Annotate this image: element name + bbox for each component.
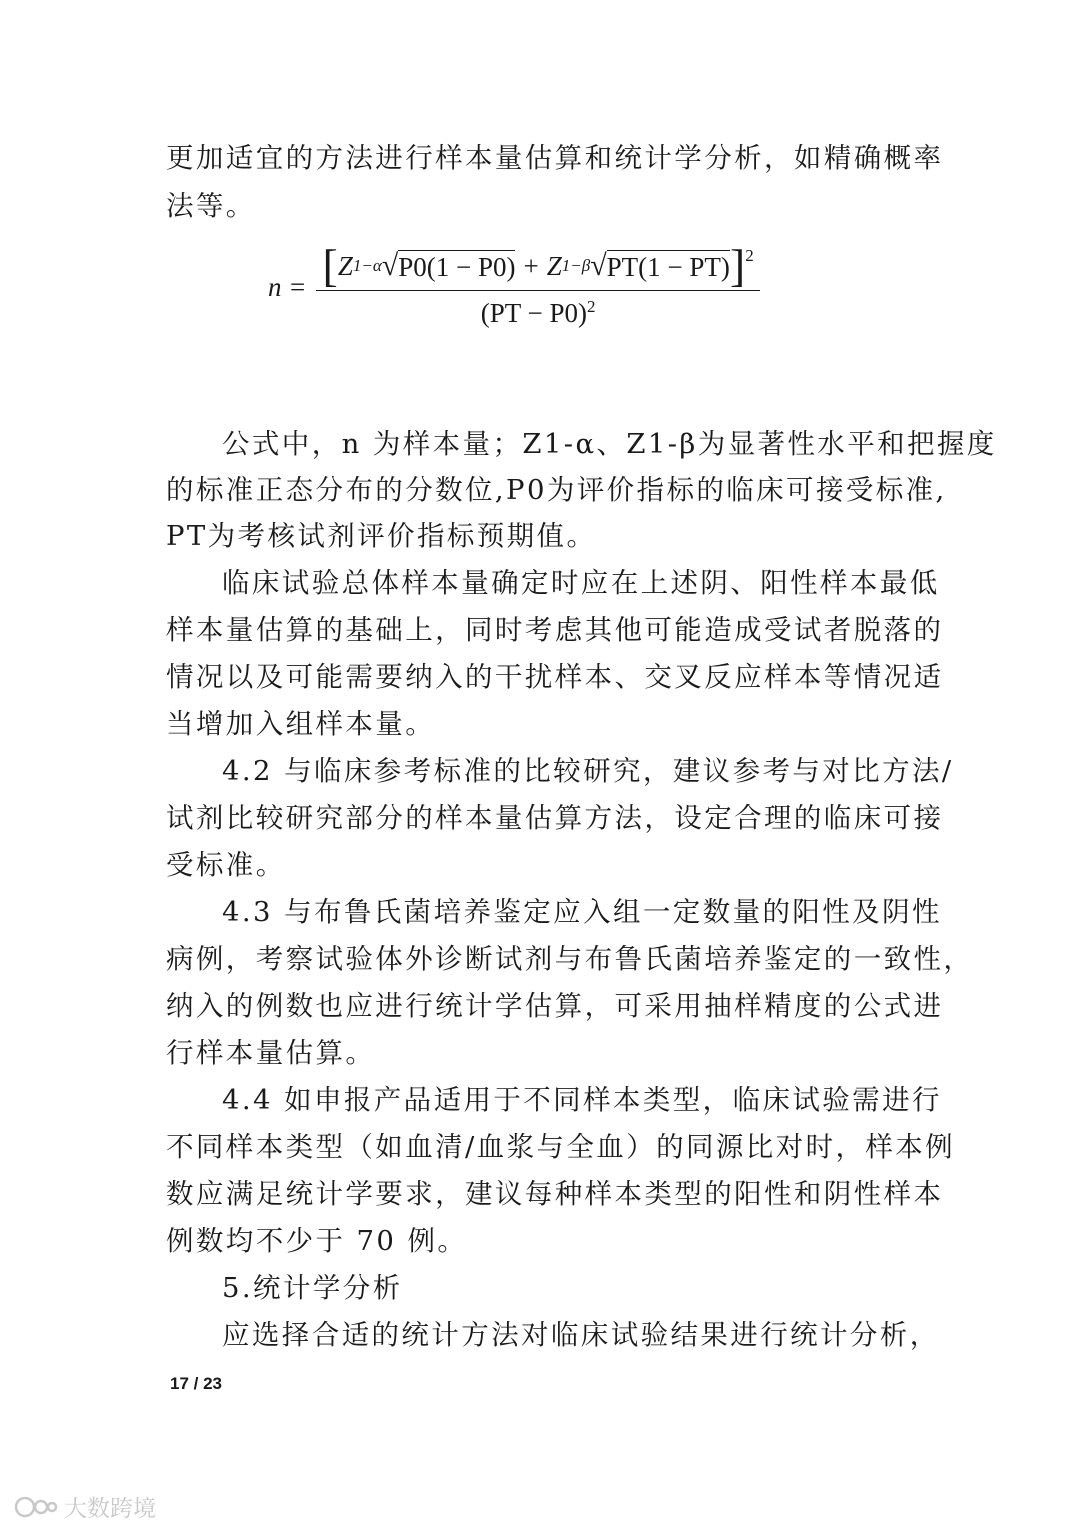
text-line: 临床试验总体样本量确定时应在上述阴、阳性样本最低 xyxy=(222,567,940,599)
text-line: 情况以及可能需要纳入的干扰样本、交叉反应样本等情况适 xyxy=(166,661,944,693)
formula-lhs: n = xyxy=(268,272,307,302)
section-heading: 5.统计学分析 xyxy=(222,1272,403,1304)
text-line: 应选择合适的统计方法对临床试验结果进行统计分析， xyxy=(222,1319,940,1351)
page-number: 17 / 23 xyxy=(170,1374,222,1393)
text-line: 4.2 与临床参考标准的比较研究，建议参考与对比方法/ xyxy=(222,755,954,787)
text-line: 受标准。 xyxy=(166,849,286,881)
text-line: 样本量估算的基础上，同时考虑其他可能造成受试者脱落的 xyxy=(166,614,944,646)
text-line: 例数均不少于 70 例。 xyxy=(166,1225,468,1257)
watermark-text: 大数跨境 xyxy=(64,1496,156,1522)
text-line: 更加适宜的方法进行样本量估算和统计学分析，如精确概率 xyxy=(166,142,944,174)
text-line: 4.4 如申报产品适用于不同样本类型，临床试验需进行 xyxy=(222,1084,942,1116)
text-line: 数应满足统计学要求，建议每种样本类型的阳性和阴性样本 xyxy=(166,1178,944,1210)
sample-size-formula xyxy=(268,240,760,329)
text-line: 当增加入组样本量。 xyxy=(166,708,436,740)
watermark-logo-icon xyxy=(14,1494,58,1520)
text-line: 不同样本类型（如血清/血浆与全血）的同源比对时，样本例 xyxy=(166,1131,956,1163)
formula-denominator: (PT − P0)$^2$ xyxy=(480,297,596,328)
text-line: 行样本量估算。 xyxy=(166,1037,376,1069)
text-line: 病例，考察试验体外诊断试剂与布鲁氏菌培养鉴定的一致性， xyxy=(166,943,974,975)
text-line: 法等。 xyxy=(166,190,256,222)
watermark xyxy=(14,1490,156,1523)
text-line: 试剂比较研究部分的样本量估算方法，设定合理的临床可接 xyxy=(166,802,944,834)
text-line: 的标准正态分布的分数位,P0为评价指标的临床可接受标准, xyxy=(166,474,947,506)
formula-numerator: [ Z 1−α √ P0(1 − P0) + Z 1−β √ PT(1 − PT) ] $^2$ xyxy=(316,246,759,291)
text-line: 4.3 与布鲁氏菌培养鉴定应入组一定数量的阳性及阴性 xyxy=(222,896,942,928)
text-line: PT为考核试剂评价指标预期值。 xyxy=(166,520,597,552)
text-line: 公式中，n 为样本量；Z1-α、Z1-β为显著性水平和把握度 xyxy=(222,428,997,460)
text-line: 纳入的例数也应进行统计学估算，可采用抽样精度的公式进 xyxy=(166,990,944,1022)
